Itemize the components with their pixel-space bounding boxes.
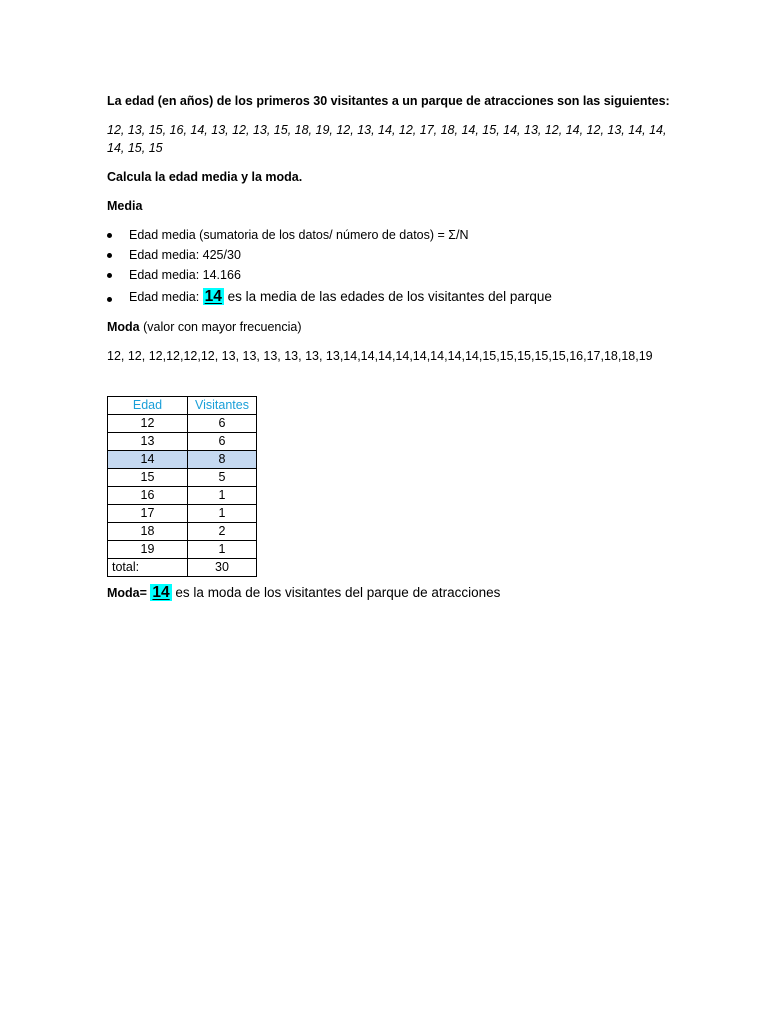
data-line-1: 12, 13, 15, 16, 14, 13, 12, 13, 15, 18, 19, 12, 13, 14, 12, 17, 18, 14, 15, 14, 13, 12, 14, 12, 13, 14, 14, <box>107 123 667 137</box>
bullet-item-formula <box>129 226 469 244</box>
cell-visitantes: 6 <box>188 433 257 451</box>
cell-visitantes: 1 <box>188 487 257 505</box>
column-header-edad: Edad <box>108 397 188 415</box>
cell-edad: 12 <box>108 415 188 433</box>
cell-visitantes: 1 <box>188 505 257 523</box>
table-row <box>108 505 257 523</box>
total-label: total: <box>108 559 188 577</box>
cell-edad: 16 <box>108 487 188 505</box>
bullet-icon <box>107 233 112 238</box>
cell-edad: 14 <box>108 451 188 469</box>
question-text: Calcula la edad media y la moda. <box>107 170 303 184</box>
media-value-highlight: 14 <box>204 288 222 305</box>
table-row-highlighted <box>108 451 257 469</box>
cell-edad: 18 <box>108 523 188 541</box>
media-heading: Media <box>107 199 143 213</box>
moda-result-prefix: Moda= <box>107 586 147 600</box>
table-row <box>108 415 257 433</box>
bullet-text: Edad media: 14.166 <box>129 268 241 282</box>
moda-value-highlight: 14 <box>152 584 170 601</box>
table-row <box>108 433 257 451</box>
table-header-row <box>108 397 257 415</box>
table-total-row <box>108 559 257 577</box>
cell-edad: 19 <box>108 541 188 559</box>
moda-heading-desc: (valor con mayor frecuencia) <box>139 320 302 334</box>
moda-heading-bold: Moda <box>107 320 140 334</box>
intro-text: La edad (en años) de los primeros 30 visitantes a un parque de atracciones son las siguientes: <box>107 94 670 108</box>
bullet-text: Edad media: <box>129 290 200 304</box>
cell-visitantes: 2 <box>188 523 257 541</box>
bullet-text: Edad media (sumatoria de los datos/ número de datos) = Σ/N <box>129 228 469 242</box>
cell-visitantes: 1 <box>188 541 257 559</box>
bullet-icon <box>107 273 112 278</box>
cell-edad: 13 <box>108 433 188 451</box>
total-value: 30 <box>188 559 257 577</box>
bullet-item-result <box>129 288 552 306</box>
table-row <box>108 469 257 487</box>
cell-edad: 17 <box>108 505 188 523</box>
cell-visitantes: 8 <box>188 451 257 469</box>
moda-result <box>107 584 500 602</box>
table-row <box>108 523 257 541</box>
cell-visitantes: 5 <box>188 469 257 487</box>
table-row <box>108 487 257 505</box>
bullet-text: Edad media: 425/30 <box>129 248 241 262</box>
bullet-item-division <box>129 246 241 264</box>
moda-result-suffix: es la moda de los visitantes del parque de atracciones <box>171 585 501 600</box>
column-header-visitantes: Visitantes <box>188 397 257 415</box>
bullet-text-suffix: es la media de las edades de los visitantes del parque <box>223 289 552 304</box>
bullet-icon <box>107 297 112 302</box>
bullet-item-decimal <box>129 266 241 284</box>
bullet-icon <box>107 253 112 258</box>
frequency-table <box>107 396 257 577</box>
data-line-2: 14, 15, 15 <box>107 141 163 155</box>
sorted-data-line: 12, 12, 12,12,12,12, 13, 13, 13, 13, 13, 13,14,14,14,14,14,14,14,14,15,15,15,15,15,16,17,18,18,19 <box>107 349 653 363</box>
table-row <box>108 541 257 559</box>
cell-visitantes: 6 <box>188 415 257 433</box>
moda-heading <box>107 318 302 336</box>
cell-edad: 15 <box>108 469 188 487</box>
